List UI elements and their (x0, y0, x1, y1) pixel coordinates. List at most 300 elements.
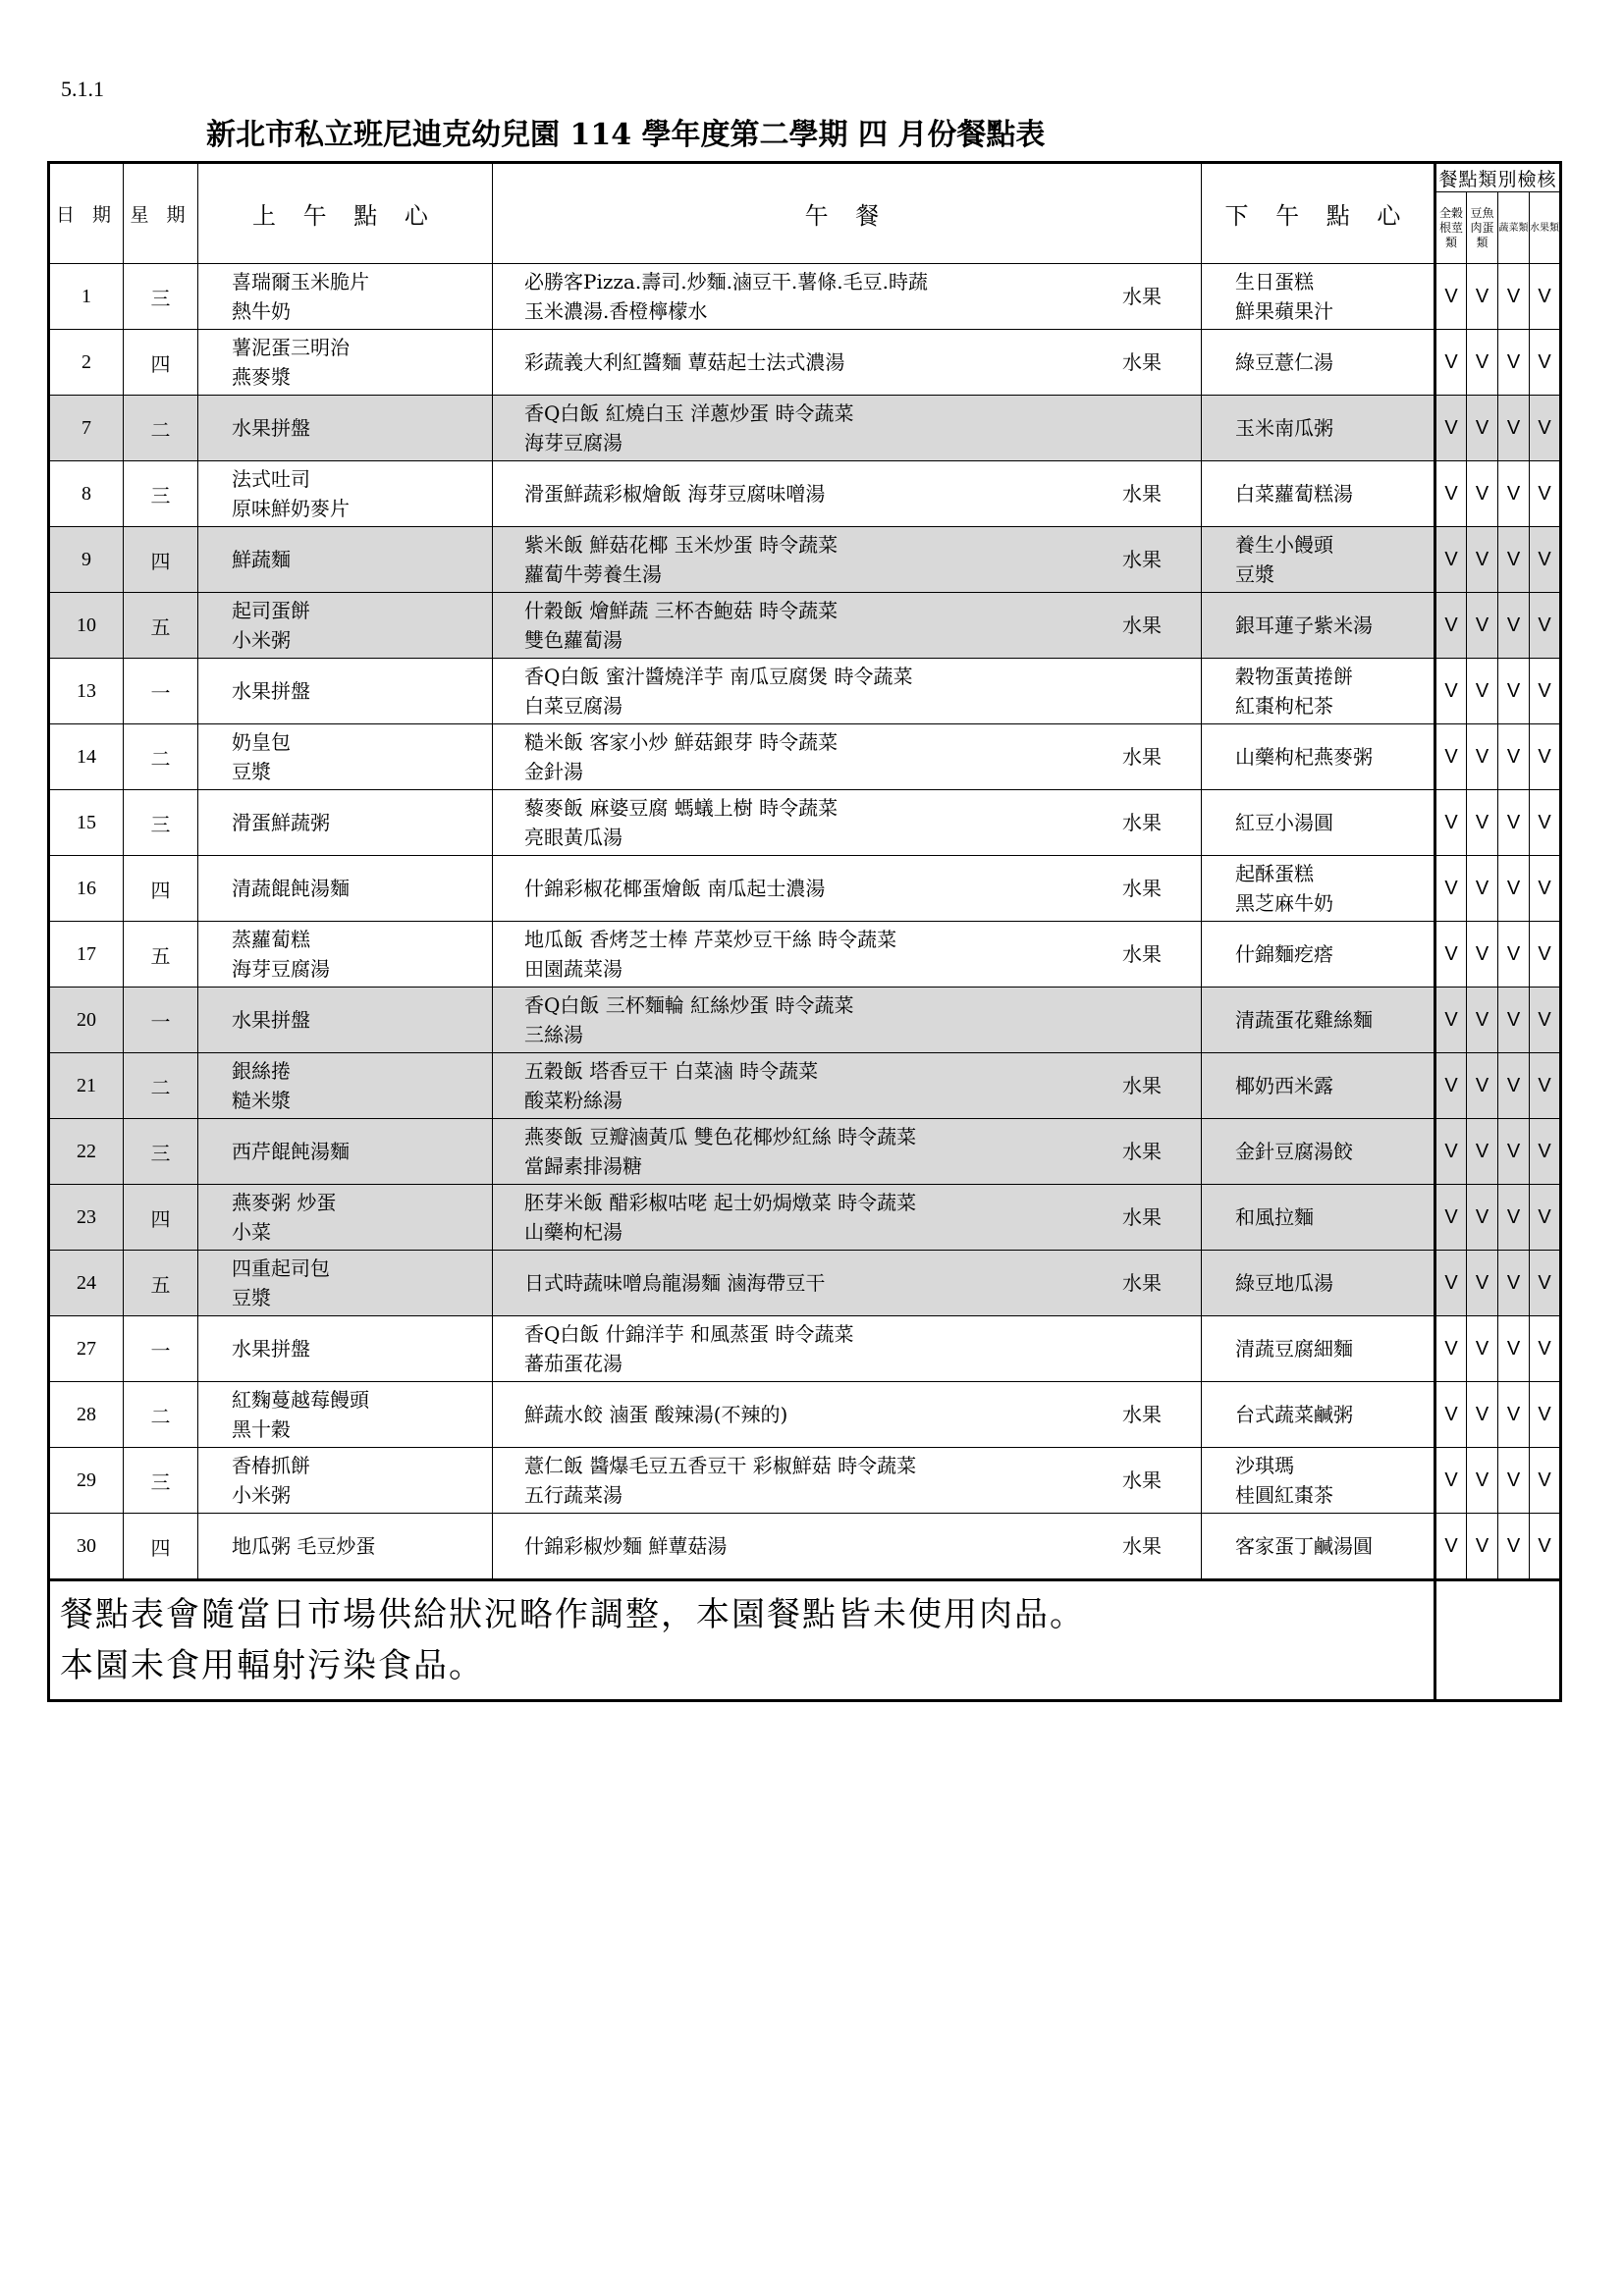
footer-blank-cell (1435, 1580, 1561, 1701)
weekday-cell: 二 (124, 1382, 198, 1448)
lunch-item: 鮮蔬水餃 滷蛋 酸辣湯(不辣的) (524, 1403, 788, 1426)
check-mark-cell: V (1435, 856, 1467, 922)
lunch-fruit: 水果 (1122, 1074, 1162, 1097)
date-cell: 29 (49, 1448, 124, 1514)
pm-snack-cell (1202, 461, 1435, 527)
pm-snack-item: 紅棗枸杞茶 (1235, 694, 1333, 718)
check-mark-cell: V (1435, 724, 1467, 790)
lunch-fruit: 水果 (1122, 1403, 1162, 1426)
lunch-fruit: 水果 (1122, 745, 1162, 769)
document-code: 5.1.1 (61, 77, 104, 101)
pm-snack-item: 綠豆地瓜湯 (1235, 1271, 1333, 1295)
lunch-fruit: 水果 (1122, 1140, 1162, 1163)
table-row (49, 1119, 1561, 1185)
check-mark-cell: V (1435, 1185, 1467, 1251)
check-mark-cell: V (1498, 1185, 1530, 1251)
pm-snack-cell (1202, 922, 1435, 988)
check-mark-cell: V (1467, 396, 1498, 461)
lunch-item: 酸菜粉絲湯 (524, 1089, 623, 1112)
check-mark-cell: V (1467, 330, 1498, 396)
check-mark-cell: V (1435, 461, 1467, 527)
check-mark-cell: V (1530, 1514, 1561, 1580)
lunch-fruit: 水果 (1122, 1271, 1162, 1295)
pm-snack-cell (1202, 1185, 1435, 1251)
am-snack-cell (198, 790, 493, 856)
lunch-item: 蕃茄蛋花湯 (524, 1352, 623, 1375)
pm-snack-item: 生日蛋糕 (1235, 270, 1314, 294)
pm-snack-item: 客家蛋丁鹹湯圓 (1235, 1534, 1373, 1558)
lunch-item: 香Q白飯 紅燒白玉 洋蔥炒蛋 時令蔬菜 (524, 401, 854, 425)
date-cell: 2 (49, 330, 124, 396)
weekday-cell: 三 (124, 790, 198, 856)
check-mark-cell: V (1467, 1382, 1498, 1448)
am-snack-item: 銀絲捲 (232, 1059, 291, 1083)
check-mark-cell: V (1435, 264, 1467, 330)
date-cell: 14 (49, 724, 124, 790)
check-mark-cell: V (1467, 724, 1498, 790)
am-snack-item: 四重起司包 (232, 1256, 330, 1280)
check-mark-cell: V (1530, 790, 1561, 856)
lunch-cell (493, 1448, 1202, 1514)
table-row (49, 724, 1561, 790)
check-mark-cell: V (1467, 1251, 1498, 1316)
date-cell: 28 (49, 1382, 124, 1448)
am-snack-cell (198, 461, 493, 527)
lunch-fruit: 水果 (1122, 1534, 1162, 1558)
lunch-item: 香Q白飯 三杯麵輪 紅絲炒蛋 時令蔬菜 (524, 993, 854, 1017)
am-snack-cell (198, 1251, 493, 1316)
table-row (49, 330, 1561, 396)
pm-snack-cell (1202, 856, 1435, 922)
weekday-cell: 四 (124, 1514, 198, 1580)
weekday-cell: 五 (124, 922, 198, 988)
lunch-item: 滑蛋鮮蔬彩椒燴飯 海芽豆腐味噌湯 (524, 482, 826, 506)
check-mark-cell: V (1435, 988, 1467, 1053)
am-snack-item: 水果拼盤 (232, 1337, 310, 1361)
pm-snack-cell (1202, 1119, 1435, 1185)
lunch-item: 地瓜飯 香烤芝士棒 芹菜炒豆干絲 時令蔬菜 (524, 928, 897, 951)
check-mark-cell: V (1530, 1185, 1561, 1251)
am-snack-item: 鮮蔬麵 (232, 548, 291, 571)
lunch-item: 香Q白飯 蜜汁醬燒洋芋 南瓜豆腐煲 時令蔬菜 (524, 665, 913, 688)
check-mark-cell: V (1467, 856, 1498, 922)
check-mark-cell: V (1435, 396, 1467, 461)
lunch-item: 藜麥飯 麻婆豆腐 螞蟻上樹 時令蔬菜 (524, 796, 839, 820)
check-mark-cell: V (1498, 1251, 1530, 1316)
lunch-cell (493, 593, 1202, 659)
check-mark-cell: V (1467, 593, 1498, 659)
pm-snack-cell (1202, 593, 1435, 659)
check-mark-cell: V (1530, 396, 1561, 461)
am-snack-item: 小菜 (232, 1220, 271, 1244)
check-mark-cell: V (1467, 1316, 1498, 1382)
weekday-cell: 二 (124, 396, 198, 461)
weekday-cell: 三 (124, 1448, 198, 1514)
lunch-cell (493, 1185, 1202, 1251)
am-snack-cell (198, 593, 493, 659)
menu-table (47, 161, 1562, 1702)
lunch-item: 什錦彩椒炒麵 鮮蕈菇湯 (524, 1534, 728, 1558)
check-mark-cell: V (1435, 527, 1467, 593)
date-cell: 1 (49, 264, 124, 330)
pm-snack-item: 台式蔬菜鹹粥 (1235, 1403, 1353, 1426)
am-snack-item: 水果拼盤 (232, 679, 310, 703)
lunch-item: 蘿蔔牛蒡養生湯 (524, 562, 662, 586)
lunch-item: 當歸素排湯糖 (524, 1154, 642, 1178)
weekday-cell: 三 (124, 1119, 198, 1185)
check-mark-cell: V (1498, 1316, 1530, 1382)
lunch-item: 白菜豆腐湯 (524, 694, 623, 718)
table-row (49, 988, 1561, 1053)
check-mark-cell: V (1530, 330, 1561, 396)
date-cell: 8 (49, 461, 124, 527)
am-snack-item: 水果拼盤 (232, 416, 310, 440)
page-title: 新北市私立班尼迪克幼兒園 114 學年度第二學期 四 月份餐點表 (206, 118, 1046, 152)
check-mark-cell: V (1467, 1185, 1498, 1251)
pm-snack-item: 白菜蘿蔔糕湯 (1235, 482, 1353, 506)
am-snack-cell (198, 988, 493, 1053)
lunch-item: 胚芽米飯 醋彩椒咕咾 起士奶焗燉菜 時令蔬菜 (524, 1191, 917, 1214)
check-mark-cell: V (1498, 330, 1530, 396)
weekday-cell: 一 (124, 659, 198, 724)
check-mark-cell: V (1435, 1119, 1467, 1185)
check-mark-cell: V (1435, 593, 1467, 659)
lunch-item: 什錦彩椒花椰蛋燴飯 南瓜起士濃湯 (524, 877, 826, 900)
date-cell: 10 (49, 593, 124, 659)
check-mark-cell: V (1498, 659, 1530, 724)
pm-snack-item: 清蔬蛋花雞絲麵 (1235, 1008, 1373, 1032)
lunch-item: 薏仁飯 醬爆毛豆五香豆干 彩椒鮮菇 時令蔬菜 (524, 1454, 917, 1477)
am-snack-item: 海芽豆腐湯 (232, 957, 330, 981)
table-row (49, 461, 1561, 527)
check-mark-cell: V (1530, 461, 1561, 527)
check-mark-cell: V (1498, 1448, 1530, 1514)
date-cell: 7 (49, 396, 124, 461)
weekday-cell: 二 (124, 724, 198, 790)
check-mark-cell: V (1435, 1316, 1467, 1382)
lunch-item: 玉米濃湯.香橙檸檬水 (524, 299, 708, 323)
am-snack-item: 豆漿 (232, 760, 271, 783)
lunch-item: 必勝客Pizza.壽司.炒麵.滷豆干.薯條.毛豆.時蔬 (524, 270, 928, 294)
check-mark-cell: V (1435, 1251, 1467, 1316)
check-mark-cell: V (1498, 1514, 1530, 1580)
table-row (49, 527, 1561, 593)
check-mark-cell: V (1530, 1251, 1561, 1316)
check-mark-cell: V (1467, 1053, 1498, 1119)
am-snack-item: 小米粥 (232, 1483, 291, 1507)
pm-snack-item: 起酥蛋糕 (1235, 862, 1314, 885)
date-cell: 9 (49, 527, 124, 593)
am-snack-item: 豆漿 (232, 1286, 271, 1309)
check-mark-cell: V (1530, 1316, 1561, 1382)
lunch-fruit: 水果 (1122, 811, 1162, 834)
lunch-item: 三絲湯 (524, 1023, 583, 1046)
lunch-cell (493, 264, 1202, 330)
am-snack-cell (198, 1119, 493, 1185)
check-mark-cell: V (1530, 724, 1561, 790)
check-mark-cell: V (1498, 593, 1530, 659)
check-mark-cell: V (1498, 790, 1530, 856)
weekday-cell: 一 (124, 988, 198, 1053)
lunch-fruit: 水果 (1122, 285, 1162, 308)
lunch-item: 山藥枸杞湯 (524, 1220, 623, 1244)
pm-snack-item: 椰奶西米露 (1235, 1074, 1333, 1097)
pm-snack-item: 紅豆小湯圓 (1235, 811, 1333, 834)
date-cell: 22 (49, 1119, 124, 1185)
header-weekday: 星 期 (124, 163, 198, 264)
am-snack-item: 喜瑞爾玉米脆片 (232, 270, 369, 294)
lunch-item: 紫米飯 鮮菇花椰 玉米炒蛋 時令蔬菜 (524, 533, 839, 557)
check-mark-cell: V (1498, 1119, 1530, 1185)
pm-snack-item: 和風拉麵 (1235, 1205, 1314, 1229)
weekday-cell: 四 (124, 330, 198, 396)
table-row (49, 922, 1561, 988)
am-snack-cell (198, 1382, 493, 1448)
am-snack-cell (198, 330, 493, 396)
am-snack-item: 西芹餛飩湯麵 (232, 1140, 350, 1163)
weekday-cell: 三 (124, 264, 198, 330)
lunch-cell (493, 527, 1202, 593)
lunch-cell (493, 659, 1202, 724)
am-snack-cell (198, 659, 493, 724)
date-cell: 13 (49, 659, 124, 724)
check-mark-cell: V (1467, 922, 1498, 988)
lunch-item: 香Q白飯 什錦洋芋 和風蒸蛋 時令蔬菜 (524, 1322, 854, 1346)
pm-snack-item: 黑芝麻牛奶 (1235, 891, 1333, 915)
lunch-item: 五行蔬菜湯 (524, 1483, 623, 1507)
pm-snack-item: 什錦麵疙瘩 (1235, 942, 1333, 966)
table-row (49, 790, 1561, 856)
lunch-item: 金針湯 (524, 760, 583, 783)
am-snack-item: 蒸蘿蔔糕 (232, 928, 310, 951)
pm-snack-item: 銀耳蓮子紫米湯 (1235, 614, 1373, 637)
lunch-item: 糙米飯 客家小炒 鮮菇銀芽 時令蔬菜 (524, 730, 839, 754)
table-row (49, 856, 1561, 922)
lunch-cell (493, 922, 1202, 988)
footer-notes (49, 1580, 1435, 1701)
header-date: 日 期 (49, 163, 124, 264)
am-snack-item: 水果拼盤 (232, 1008, 310, 1032)
date-cell: 15 (49, 790, 124, 856)
am-snack-cell (198, 396, 493, 461)
check-mark-cell: V (1498, 396, 1530, 461)
pm-snack-cell (1202, 724, 1435, 790)
weekday-cell: 四 (124, 856, 198, 922)
check-mark-cell: V (1467, 1514, 1498, 1580)
table-row (49, 593, 1561, 659)
check-mark-cell: V (1530, 527, 1561, 593)
am-snack-item: 奶皇包 (232, 730, 291, 754)
pm-snack-cell (1202, 396, 1435, 461)
note-line: 餐點表會隨當日市場供給狀況略作調整，本園餐點皆未使用肉品。 (60, 1595, 1085, 1634)
am-snack-item: 糙米漿 (232, 1089, 291, 1112)
date-cell: 16 (49, 856, 124, 922)
am-snack-item: 地瓜粥 毛豆炒蛋 (232, 1534, 376, 1558)
am-snack-item: 原味鮮奶麥片 (232, 497, 350, 520)
table-row (49, 1251, 1561, 1316)
lunch-cell (493, 461, 1202, 527)
date-cell: 20 (49, 988, 124, 1053)
check-mark-cell: V (1530, 922, 1561, 988)
pm-snack-cell (1202, 1448, 1435, 1514)
pm-snack-item: 玉米南瓜粥 (1235, 416, 1333, 440)
table-row (49, 1316, 1561, 1382)
lunch-item: 什穀飯 燴鮮蔬 三杯杏鮑菇 時令蔬菜 (524, 599, 839, 622)
am-snack-cell (198, 724, 493, 790)
lunch-item: 日式時蔬味噌烏龍湯麵 滷海帶豆干 (524, 1271, 826, 1295)
date-cell: 30 (49, 1514, 124, 1580)
check-mark-cell: V (1435, 659, 1467, 724)
check-mark-cell: V (1498, 724, 1530, 790)
lunch-cell (493, 330, 1202, 396)
am-snack-cell (198, 527, 493, 593)
check-mark-cell: V (1530, 593, 1561, 659)
am-snack-cell (198, 1448, 493, 1514)
pm-snack-item: 鮮果蘋果汁 (1235, 299, 1333, 323)
lunch-fruit: 水果 (1122, 877, 1162, 900)
table-row (49, 1382, 1561, 1448)
check-mark-cell: V (1467, 264, 1498, 330)
table-row (49, 659, 1561, 724)
pm-snack-cell (1202, 264, 1435, 330)
check-mark-cell: V (1498, 856, 1530, 922)
am-snack-item: 起司蛋餅 (232, 599, 310, 622)
lunch-item: 雙色蘿蔔湯 (524, 628, 623, 652)
lunch-item: 田園蔬菜湯 (524, 957, 623, 981)
pm-snack-cell (1202, 1382, 1435, 1448)
table-row (49, 1448, 1561, 1514)
table-row (49, 1185, 1561, 1251)
note-line: 本園未食用輻射污染食品。 (60, 1646, 484, 1685)
pm-snack-cell (1202, 790, 1435, 856)
pm-snack-item: 金針豆腐湯餃 (1235, 1140, 1353, 1163)
weekday-cell: 五 (124, 593, 198, 659)
pm-snack-item: 養生小饅頭 (1235, 533, 1333, 557)
header-check-grains: 全穀根莖類 (1435, 192, 1467, 264)
check-mark-cell: V (1530, 1119, 1561, 1185)
weekday-cell: 五 (124, 1251, 198, 1316)
am-snack-item: 法式吐司 (232, 467, 310, 491)
check-mark-cell: V (1435, 1448, 1467, 1514)
table-row (49, 264, 1561, 330)
lunch-fruit: 水果 (1122, 548, 1162, 571)
pm-snack-cell (1202, 330, 1435, 396)
am-snack-item: 香椿抓餅 (232, 1454, 310, 1477)
lunch-cell (493, 1119, 1202, 1185)
check-mark-cell: V (1467, 1119, 1498, 1185)
pm-snack-item: 桂圓紅棗茶 (1235, 1483, 1333, 1507)
check-mark-cell: V (1498, 1382, 1530, 1448)
pm-snack-item: 清蔬豆腐細麵 (1235, 1337, 1353, 1361)
weekday-cell: 四 (124, 1185, 198, 1251)
am-snack-item: 黑十穀 (232, 1417, 291, 1441)
check-mark-cell: V (1435, 1053, 1467, 1119)
pm-snack-item: 豆漿 (1235, 562, 1274, 586)
check-mark-cell: V (1530, 1382, 1561, 1448)
lunch-item: 海芽豆腐湯 (524, 431, 623, 454)
check-mark-cell: V (1498, 922, 1530, 988)
lunch-cell (493, 396, 1202, 461)
weekday-cell: 一 (124, 1316, 198, 1382)
lunch-fruit: 水果 (1122, 942, 1162, 966)
lunch-item: 燕麥飯 豆瓣滷黃瓜 雙色花椰炒紅絲 時令蔬菜 (524, 1125, 917, 1148)
lunch-fruit: 水果 (1122, 350, 1162, 374)
check-mark-cell: V (1530, 659, 1561, 724)
lunch-cell (493, 1053, 1202, 1119)
check-mark-cell: V (1467, 988, 1498, 1053)
lunch-item: 五穀飯 塔香豆干 白菜滷 時令蔬菜 (524, 1059, 819, 1083)
am-snack-item: 清蔬餛飩湯麵 (232, 877, 350, 900)
check-mark-cell: V (1435, 1382, 1467, 1448)
weekday-cell: 四 (124, 527, 198, 593)
date-cell: 21 (49, 1053, 124, 1119)
date-cell: 23 (49, 1185, 124, 1251)
lunch-fruit: 水果 (1122, 1205, 1162, 1229)
header-pm-snack: 下 午 點 心 (1202, 163, 1435, 264)
check-mark-cell: V (1530, 264, 1561, 330)
lunch-fruit: 水果 (1122, 1468, 1162, 1492)
pm-snack-cell (1202, 988, 1435, 1053)
am-snack-cell (198, 922, 493, 988)
lunch-cell (493, 856, 1202, 922)
lunch-cell (493, 724, 1202, 790)
table-row (49, 1514, 1561, 1580)
date-cell: 24 (49, 1251, 124, 1316)
lunch-cell (493, 1514, 1202, 1580)
check-mark-cell: V (1530, 1053, 1561, 1119)
header-lunch: 午 餐 (493, 163, 1202, 264)
am-snack-item: 小米粥 (232, 628, 291, 652)
header-check-group: 餐點類別檢核 (1435, 163, 1561, 192)
lunch-cell (493, 1316, 1202, 1382)
am-snack-cell (198, 856, 493, 922)
am-snack-cell (198, 1053, 493, 1119)
lunch-cell (493, 1382, 1202, 1448)
check-mark-cell: V (1498, 527, 1530, 593)
lunch-fruit: 水果 (1122, 614, 1162, 637)
pm-snack-cell (1202, 1053, 1435, 1119)
am-snack-cell (198, 1316, 493, 1382)
check-mark-cell: V (1498, 1053, 1530, 1119)
lunch-fruit: 水果 (1122, 482, 1162, 506)
pm-snack-item: 沙琪瑪 (1235, 1454, 1294, 1477)
check-mark-cell: V (1435, 790, 1467, 856)
am-snack-item: 滑蛋鮮蔬粥 (232, 811, 330, 834)
check-mark-cell: V (1498, 988, 1530, 1053)
am-snack-cell (198, 1514, 493, 1580)
weekday-cell: 三 (124, 461, 198, 527)
am-snack-item: 燕麥漿 (232, 365, 291, 389)
am-snack-cell (198, 264, 493, 330)
pm-snack-cell (1202, 527, 1435, 593)
lunch-item: 彩蔬義大利紅醬麵 蕈菇起士法式濃湯 (524, 350, 845, 374)
weekday-cell: 二 (124, 1053, 198, 1119)
header-check-fruit: 水果類 (1530, 192, 1561, 264)
am-snack-item: 熱牛奶 (232, 299, 291, 323)
pm-snack-item: 綠豆薏仁湯 (1235, 350, 1333, 374)
date-cell: 27 (49, 1316, 124, 1382)
check-mark-cell: V (1467, 790, 1498, 856)
pm-snack-item: 穀物蛋黃捲餅 (1235, 665, 1353, 688)
check-mark-cell: V (1435, 1514, 1467, 1580)
lunch-item: 亮眼黃瓜湯 (524, 826, 623, 849)
check-mark-cell: V (1467, 1448, 1498, 1514)
check-mark-cell: V (1530, 856, 1561, 922)
pm-snack-cell (1202, 1514, 1435, 1580)
lunch-cell (493, 1251, 1202, 1316)
check-mark-cell: V (1530, 988, 1561, 1053)
table-row (49, 1053, 1561, 1119)
